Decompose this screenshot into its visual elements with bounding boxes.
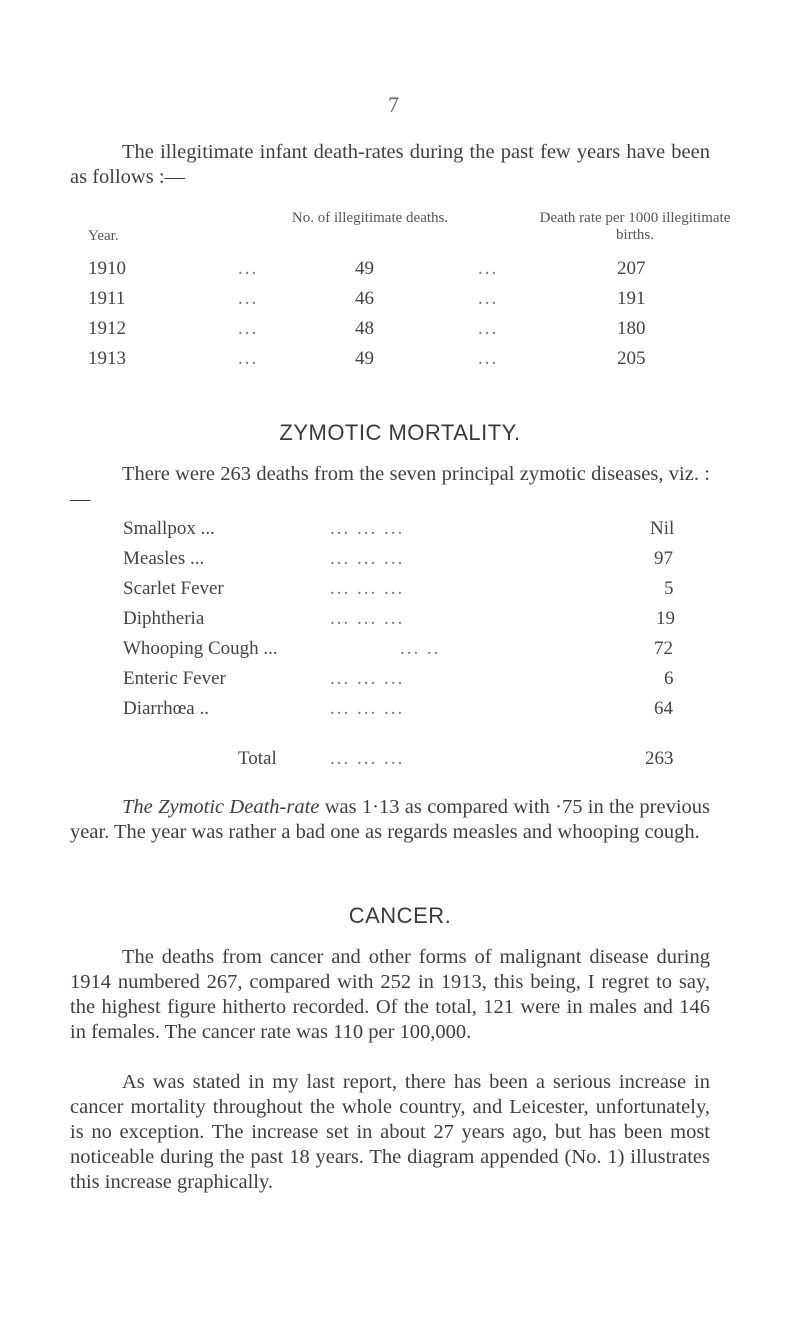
row-1912-dots2: ... bbox=[478, 318, 499, 339]
disease-value: 97 bbox=[654, 548, 673, 569]
disease-dots: ... ... ... bbox=[330, 668, 405, 689]
table-header-rate: Death rate per 1000 illegitimate births. bbox=[539, 210, 731, 243]
disease-dots: ... ... ... bbox=[330, 698, 405, 719]
zymotic-rate-rest: was 1·13 as compared with ·75 in the previous year. The year was rather a bad one as regards measles and whooping cough. bbox=[70, 796, 710, 843]
disease-value: 5 bbox=[664, 578, 674, 599]
row-1913-year: 1913 bbox=[88, 348, 126, 369]
row-1911-year: 1911 bbox=[88, 288, 126, 309]
disease-dots: ... ... ... bbox=[330, 608, 405, 629]
cancer-paragraph-2: As was stated in my last report, there has been a serious increase in cancer mortality throughout the whole country, and Leicester, unfortunately, is no exception. The increase set in about 27 years ago, but has been most noticeable during the past 18 years. The diagram appended (No. 1) illustrates this increase graphically. bbox=[70, 1071, 710, 1193]
disease-name: Whooping Cough ... bbox=[123, 638, 278, 659]
cancer-heading: CANCER. bbox=[348, 903, 452, 928]
disease-value: 6 bbox=[664, 668, 674, 689]
zymotic-heading: ZYMOTIC MORTALITY. bbox=[279, 420, 521, 445]
total-dots: ... ... ... bbox=[330, 748, 405, 769]
row-1910-year: 1910 bbox=[88, 258, 126, 279]
page-number: 7 bbox=[388, 92, 399, 117]
disease-name: Enteric Fever bbox=[123, 668, 226, 689]
row-1910-dots: ... bbox=[238, 258, 259, 279]
row-1912-year: 1912 bbox=[88, 318, 126, 339]
row-1911-deaths: 46 bbox=[355, 288, 374, 309]
zymotic-rate-paragraph bbox=[70, 795, 710, 845]
row-1913-dots: ... bbox=[238, 348, 259, 369]
total-label: Total bbox=[238, 748, 277, 769]
disease-name: Diphtheria bbox=[123, 608, 205, 629]
cancer-paragraph-1: The deaths from cancer and other forms of malignant disease during 1914 numbered 267, compared with 252 in 1913, this being, I regret to say, the highest figure hitherto recorded. Of the total, 121 were in males and 146 in females. The cancer rate was 110 per 100,000. bbox=[70, 946, 710, 1043]
disease-value: 19 bbox=[656, 608, 675, 629]
intro-paragraph: The illegitimate infant death-rates during the past few years have been as follows :— bbox=[70, 141, 710, 188]
row-1911-dots: ... bbox=[238, 288, 259, 309]
row-1913-dots2: ... bbox=[478, 348, 499, 369]
row-1913-rate: 205 bbox=[617, 348, 646, 369]
row-1913-deaths: 49 bbox=[355, 348, 374, 369]
disease-name: Scarlet Fever bbox=[123, 578, 224, 599]
row-1911-dots2: ... bbox=[478, 288, 499, 309]
row-1912-dots: ... bbox=[238, 318, 259, 339]
disease-dots: ... .. bbox=[400, 638, 441, 659]
disease-dots: ... ... ... bbox=[330, 518, 405, 539]
zymotic-rate-italic: The Zymotic Death-rate bbox=[122, 796, 320, 818]
disease-dots: ... ... ... bbox=[330, 548, 405, 569]
row-1911-rate: 191 bbox=[617, 288, 646, 309]
disease-name: Measles ... bbox=[123, 548, 205, 569]
row-1910-rate: 207 bbox=[617, 258, 646, 279]
disease-value: 64 bbox=[654, 698, 673, 719]
disease-name: Smallpox ... bbox=[123, 518, 215, 539]
row-1910-dots2: ... bbox=[478, 258, 499, 279]
row-1912-deaths: 48 bbox=[355, 318, 374, 339]
row-1910-deaths: 49 bbox=[355, 258, 374, 279]
zymotic-intro: There were 263 deaths from the seven principal zymotic diseases, viz. :— bbox=[70, 463, 710, 510]
disease-name: Diarrhœa .. bbox=[123, 698, 209, 719]
disease-dots: ... ... ... bbox=[330, 578, 405, 599]
table-header-year: Year. bbox=[88, 228, 119, 244]
total-value: 263 bbox=[645, 748, 674, 769]
table-header-deaths: No. of illegitimate deaths. bbox=[291, 210, 449, 226]
disease-value: 72 bbox=[654, 638, 673, 659]
row-1912-rate: 180 bbox=[617, 318, 646, 339]
disease-value: Nil bbox=[650, 518, 675, 539]
